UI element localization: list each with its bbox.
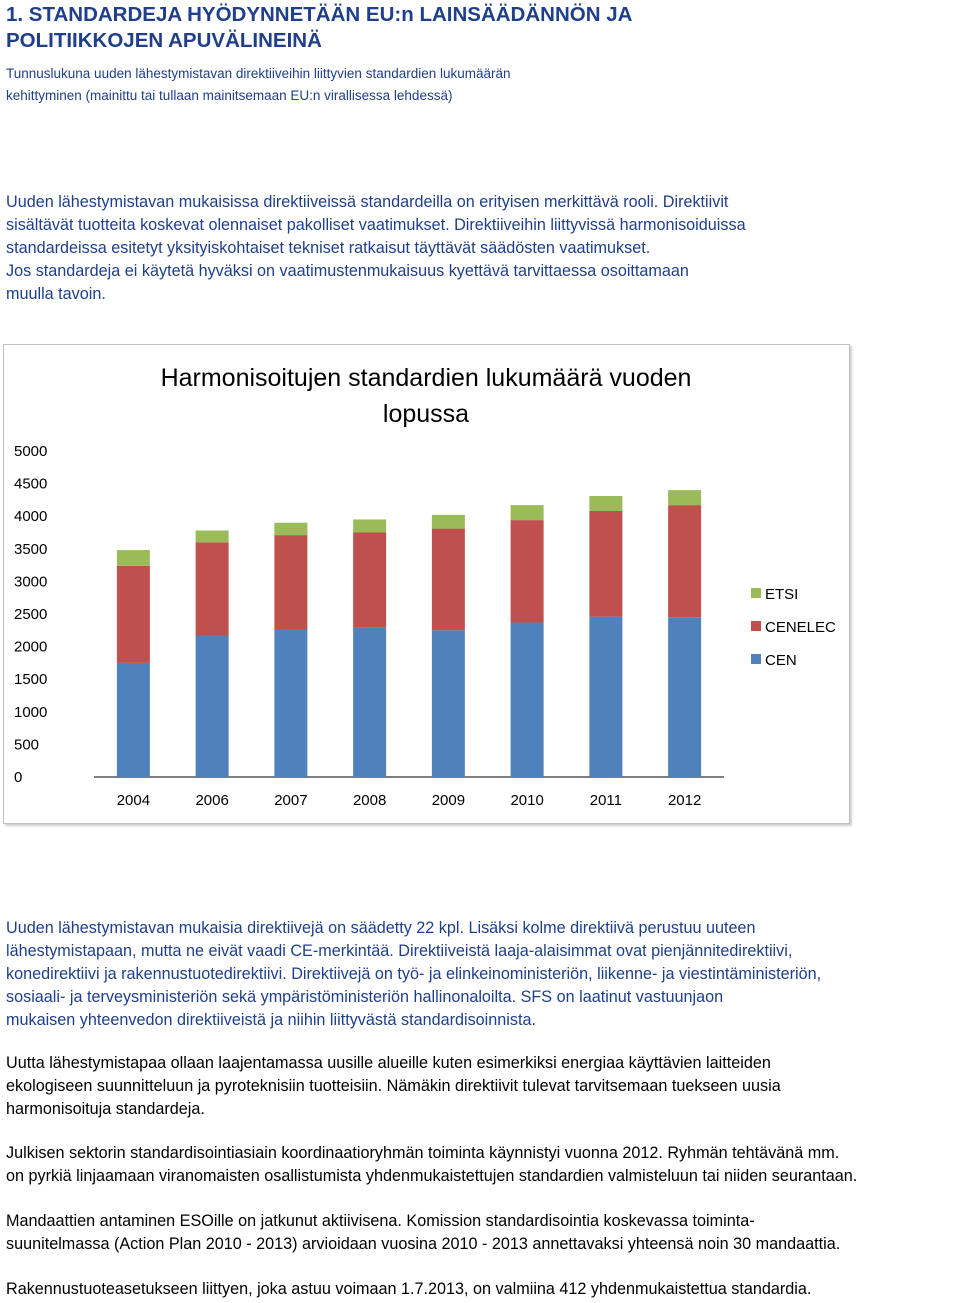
section-subheading [6,63,946,107]
x-tick-label: 2009 [431,792,466,809]
y-tick-label: 2500 [14,606,48,623]
bar-cenelec-2011 [589,511,622,617]
x-tick-label: 2006 [195,792,229,809]
bar-cenelec-2010 [511,520,544,622]
paragraph-line: Jos standardeja ei käytetä hyväksi on vaatimustenmukaisuus kyettävä tarvittaessa osoittamaan [6,262,689,280]
bar-etsi-2007 [274,523,307,535]
subheading-line-2: kehittyminen (mainittu tai tullaan mainitsemaan EU:n virallisessa lehdessä) [6,88,453,103]
y-tick-label: 5000 [14,443,48,460]
x-tick-label: 2008 [352,792,387,809]
y-tick-label: 3500 [14,540,48,558]
paragraph-line: Uuden lähestymistavan mukaisia direktiivejä on säädetty 22 kpl. Lisäksi kolme direktiivä perustuu uuteen [6,919,756,937]
y-tick-label: 1000 [14,703,48,721]
paragraph-line: Rakennustuoteasetukseen liittyen, joka astuu voimaan 1.7.2013, on valmiina 412 yhdenmukaistettua standardia. [6,1280,812,1298]
bar-cen-2011 [589,617,622,777]
construction-products-paragraph [6,1278,956,1301]
bar-cenelec-2004 [117,566,150,663]
legend-swatch-cenelec [751,621,761,631]
legend-label-cenelec: CENELEC [765,619,836,636]
bar-cenelec-2007 [274,535,307,629]
bar-cen-2010 [511,622,544,777]
x-tick-label: 2012 [667,792,702,809]
chart-svg [4,345,849,823]
paragraph-line: sisältävät tuotteita koskevat olennaiset pakolliset vaatimukset. Direktiiveihin liittyvissä harmonisoiduissa [6,216,746,234]
bar-cen-2012 [668,617,701,777]
x-tick-label: 2010 [510,792,544,809]
paragraph-line: Mandaattien antaminen ESOille on jatkunut aktiivisena. Komission standardisointia koskevassa toiminta- [6,1212,755,1230]
legend-swatch-cen [751,654,761,664]
chart-title-line: Harmonisoitujen standardien lukumäärä vuoden [160,364,692,392]
y-tick-label: 4000 [14,508,48,526]
bar-etsi-2004 [117,550,150,566]
paragraph-line: lähestymistapaan, mutta ne eivät vaadi CE-merkintää. Direktiiveistä laaja-alaisimmat ovat pienjännitedirektiivi, [6,942,793,960]
y-tick-label: 2000 [14,638,48,656]
new-approach-paragraph [6,1052,956,1121]
legend-swatch-etsi [751,588,761,598]
subheading-line-1: Tunnuslukuna uuden lähestymistavan direktiiveihin liittyvien standardien lukumäärän [6,66,511,81]
paragraph-line: mukaisen yhteenvedon direktiiveistä ja niihin liittyvästä standardisoinnista. [6,1011,536,1029]
section-heading [6,2,946,54]
paragraph-line: harmonisoituja standardeja. [6,1100,205,1118]
bar-cen-2006 [196,636,229,777]
section-heading-line-2: POLITIIKKOJEN APUVÄLINEINÄ [6,29,322,52]
paragraph-line: ekologiseen suunnitteluun ja pyroteknisiin tuotteisiin. Nämäkin direktiivit tulevat tarvitsemaan tuekseen uusia [6,1077,781,1095]
bar-cenelec-2012 [668,505,701,617]
bar-etsi-2006 [196,531,229,543]
y-tick-label: 500 [14,736,40,754]
bar-cenelec-2006 [196,542,229,635]
bar-cen-2009 [432,630,465,777]
paragraph-line: sosiaali- ja terveysministeriön sekä ympäristöministeriön hallinonaloilta. SFS on laatinut vastuunjaon [6,988,724,1006]
bar-etsi-2011 [589,496,622,511]
paragraph-line: Julkisen sektorin standardisointiasiain koordinaatioryhmän toiminta käynnistyi vuonna 2012. Ryhmän tehtävänä mm. [6,1144,840,1162]
paragraph-line: on pyrkiä linjaamaan viranomaisten osallistumista yhdenmukaistettujen standardien valmisteluun tai niiden seurantaan. [6,1167,858,1185]
paragraph-line: Uutta lähestymistapaa ollaan laajentamassa uusille alueille kuten esimerkiksi energiaa käyttävien laitteiden [6,1054,771,1072]
bar-cen-2007 [274,629,307,777]
paragraph-line: suunitelmassa (Action Plan 2010 - 2013) arvioidaan vuosina 2010 - 2013 annettavaksi yhteensä noin 30 mandaattia. [6,1235,841,1253]
coordination-group-paragraph [6,1142,956,1188]
x-tick-label: 2011 [589,792,623,809]
y-tick-label: 0 [14,769,23,786]
legend-label-cen: CEN [765,652,797,669]
paragraph-line: muulla tavoin. [6,285,106,303]
y-tick-label: 1500 [14,671,48,689]
y-tick-label: 3000 [14,573,48,591]
directives-paragraph [6,917,956,1032]
bar-etsi-2010 [511,505,544,520]
bar-etsi-2008 [353,519,386,532]
bar-cen-2004 [117,663,150,777]
bar-cenelec-2008 [353,533,386,628]
intro-paragraph [6,191,956,306]
chart-title-line: lopussa [382,400,470,428]
legend-label-etsi: ETSI [765,586,799,603]
x-tick-label: 2007 [274,792,308,809]
mandates-paragraph [6,1210,956,1256]
section-heading-line-1: 1. STANDARDEJA HYÖDYNNETÄÄN EU:n LAINSÄÄDÄNNÖN JA [6,3,633,26]
y-tick-label: 4500 [14,475,48,493]
paragraph-line: Uuden lähestymistavan mukaisissa direktiiveissä standardeilla on erityisen merkittävä rooli. Direktiivit [6,193,729,211]
bar-etsi-2012 [668,490,701,505]
bar-cen-2008 [353,628,386,777]
stacked-bar-chart [3,344,850,824]
bar-cenelec-2009 [432,529,465,631]
x-tick-label: 2004 [116,792,151,809]
bar-etsi-2009 [432,515,465,529]
paragraph-line: standardeissa esitetyt yksityiskohtaiset tekniset ratkaisut täyttävät säädösten vaatimukset. [6,239,651,257]
paragraph-line: konedirektiivi ja rakennustuotedirektiivi. Direktiivejä on työ- ja elinkeinoministeriön, liikenne- ja viestintäministeriön, [6,965,822,983]
